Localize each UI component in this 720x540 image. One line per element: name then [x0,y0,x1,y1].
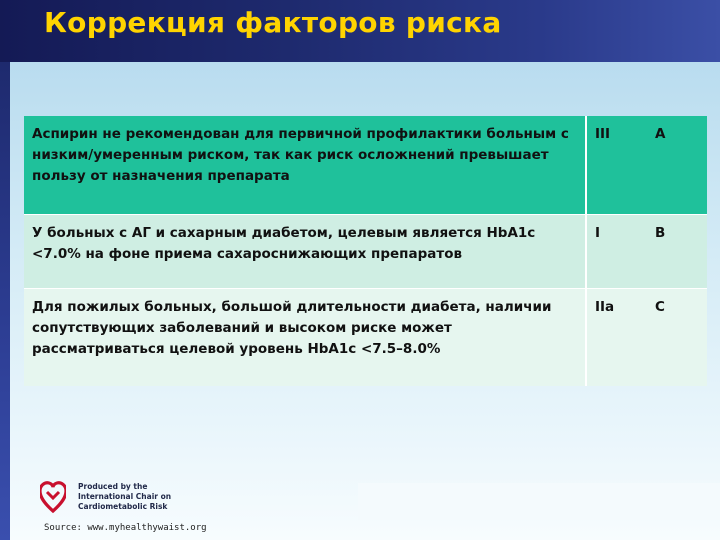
recommendation-text: Для пожилых больных, большой длительности диабета, наличии сопутствующих заболеваний и высоком риске может рассматриваться целевой уровень HbA1c <7.5–8.0% [24,289,587,386]
slide-title: Коррекция факторов риска [44,6,502,39]
logo-text: Produced by the International Chair on Cardiometabolic Risk [78,482,172,511]
evidence-level: A [647,116,707,214]
recommendation-class: I [587,215,647,288]
left-accent-bar [0,62,10,540]
evidence-level: C [647,289,707,386]
recommendation-class: III [587,116,647,214]
evidence-level: B [647,215,707,288]
source-line: Source: www.myhealthywaist.org [44,523,207,533]
recommendation-class: IIa [587,289,647,386]
slide-header [0,0,720,62]
table-row [24,288,707,386]
footer-blank-panel [358,483,720,520]
heart-logo-icon [40,481,66,515]
recommendations-table [24,116,707,386]
table-row [24,214,707,288]
table-row [24,116,707,214]
recommendation-text: У больных с АГ и сахарным диабетом, целевым является HbA1c <7.0% на фоне приема сахароснижающих препаратов [24,215,587,288]
recommendation-text: Аспирин не рекомендован для первичной профилактики больным с низким/умеренным риском, так как риск осложнений превышает пользу от назначения препарата [24,116,587,214]
